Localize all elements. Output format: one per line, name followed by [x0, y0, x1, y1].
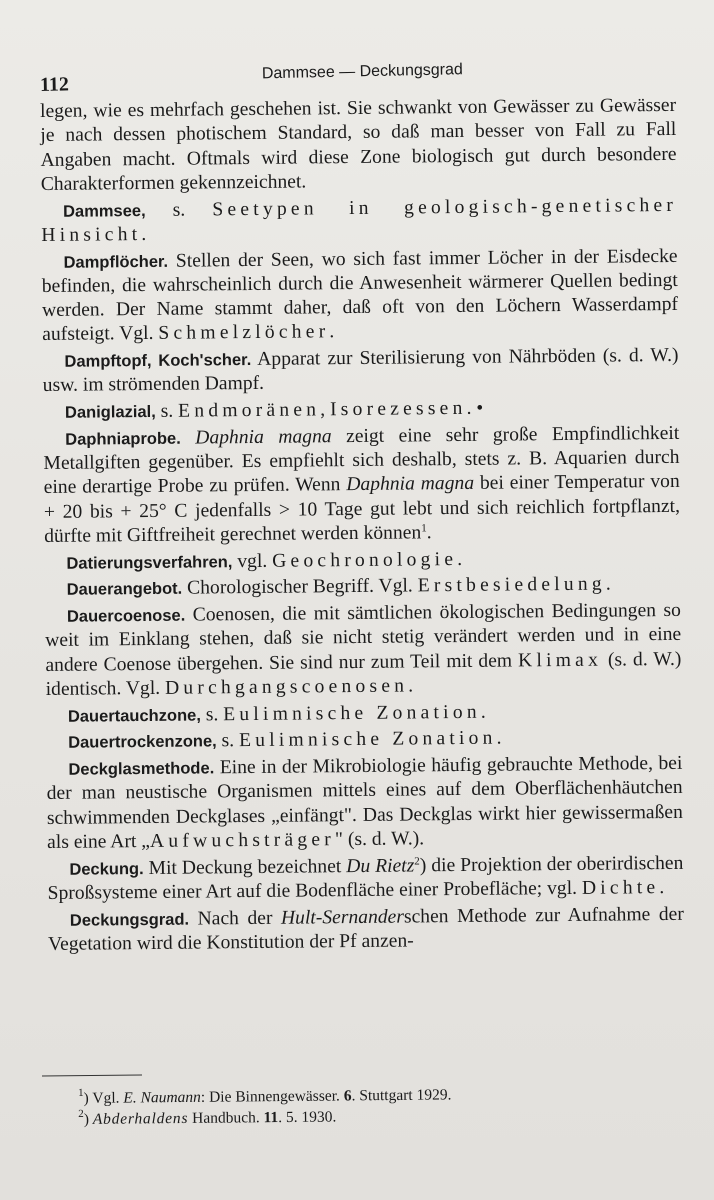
margin-dot: • — [471, 397, 484, 419]
entry-dauerangebot — [45, 572, 681, 602]
volume-number: 11 — [263, 1109, 279, 1127]
entry-daniglazial — [43, 395, 679, 425]
entry-text: schen Methode zur Aufnahme der Vegetation wird die Konstitution der Pf anzen- — [48, 903, 684, 955]
footnote-2 — [78, 1104, 638, 1130]
cross-reference: Isorezessen — [329, 398, 467, 421]
headword: Dammsee, — [62, 201, 146, 221]
entry-dauertauchzone — [46, 699, 682, 729]
entry-text: . — [408, 675, 414, 697]
entry-dampftopf — [42, 344, 678, 399]
entry-deckung — [47, 851, 683, 906]
entry-text: s. — [216, 730, 240, 752]
cross-reference: Eulimnische Zonation — [238, 727, 497, 752]
headword: Deckglasmethode. — [68, 759, 215, 779]
cross-reference: Eulimnische Zonation — [223, 701, 481, 725]
footnote-text: Handbuch. — [188, 1109, 264, 1127]
species-name: Daphnia magna — [195, 426, 332, 449]
entry-text: , — [320, 399, 331, 421]
entry-text: legen, wie es mehrfach geschehen ist. Sie schwankt von Gewässer zu Gewässer je nach dessen photischem Standard, so daß man besser von Fall zu Fall Angaben macht. Oftmals wird diese Zone biologisch gut durch besondere Charakterformen gekennzeichnet. — [40, 94, 677, 195]
entry-text: Eine in der Mikrobiologie häufig gebrauchte Methode, bei der man neustische Organismen mittels eines auf dem Oberflächenhäutchen schwimmenden Deckglases „einfängt". Das Deckglas wirkt hier gewissermaßen als eine Art „ — [46, 752, 683, 853]
footnote-number: 2 — [78, 1107, 84, 1120]
entry-dammsee — [41, 193, 677, 248]
page-number: 112 — [39, 73, 70, 96]
entry-text: s. — [145, 198, 213, 221]
headword: Dauercoenose. — [66, 606, 186, 626]
headword: Dauerangebot. — [66, 580, 183, 600]
entry-text: Chorologischer Begriff. Vgl. — [182, 575, 418, 600]
cross-reference: Dichte — [581, 876, 660, 899]
entry-text: . — [496, 727, 502, 749]
cross-reference: Geochronologie — [272, 548, 458, 572]
entry-text: . — [426, 522, 432, 544]
volume-number: 6 — [343, 1087, 352, 1105]
author-name: Abderhaldens — [92, 1109, 189, 1128]
entry-deckglasmethode — [46, 752, 683, 855]
cross-reference: Aufwuchsträger — [149, 829, 336, 852]
footnote-text: ) Vgl. — [83, 1089, 124, 1107]
entry-text: . — [605, 573, 611, 595]
entry-dampfloecher — [41, 244, 678, 347]
headword: Daphniaprobe. — [65, 429, 181, 449]
entry-text: zeigt eine sehr große Empfindlichkeit Metallgiften gegenüber. Es empfiehlt sich deshalb, stets z. B. Aquarien durch eine derartige Probe zu prüfen. Wenn — [43, 422, 680, 499]
cross-reference: Klimax — [517, 649, 603, 672]
headword: Dampftopf, Koch'scher. — [64, 351, 252, 371]
entry-text: (s. d. W.) identisch. Vgl. — [45, 648, 682, 700]
entry-text — [181, 427, 196, 448]
cross-reference: Seetypen in geologisch-genetischer Hinsicht — [41, 194, 678, 246]
headword: Dauertrockenzone, — [68, 732, 217, 753]
headword: Deckung. — [69, 859, 144, 879]
cross-reference: Schmelzlöcher — [158, 321, 330, 345]
footnote-text: : Die Binnengewässer. — [200, 1087, 344, 1106]
entry-text: vgl. — [232, 550, 273, 572]
entry-text: . — [329, 321, 335, 343]
entry-text: . — [659, 876, 665, 898]
cross-reference: Erstbesiedelung — [417, 573, 606, 597]
entry-text: " (s. d. W.). — [334, 828, 425, 851]
entry-daphniaprobe — [43, 422, 680, 550]
cross-reference: Endmoränen — [178, 399, 321, 422]
entry-text: Nach der — [188, 907, 282, 930]
footnote-number: 1 — [77, 1086, 84, 1099]
dictionary-text — [40, 94, 684, 960]
entry-text: s. — [200, 703, 224, 726]
entry-dauercoenose — [45, 599, 682, 702]
footnote-text: ) — [83, 1110, 93, 1128]
entry-text: Coenosen, die mit sämtlichen ökologischen Bedingungen so weit im Einklang stehen, daß sie nicht stetig verändert werden und in eine andere Coenose übergehen. Sie sind nur zum Teil mit dem — [45, 599, 682, 676]
author-name: E. Naumann — [123, 1088, 201, 1107]
entry-text: . — [141, 223, 147, 245]
running-head: Dammsee — Deckungsgrad — [261, 61, 463, 83]
entry-text: . — [457, 548, 463, 570]
entry-text: s. — [155, 400, 179, 423]
entry-continuation — [40, 94, 677, 197]
entry-datierungsverfahren — [44, 546, 680, 576]
entry-text: bei einer Temperatur von + 20 bis + 25° C jedenfalls > 10 Tage gut lebt und sich reichlich fortpflanzt, dürfte mit Giftfreiheit gerechnet werden können — [43, 471, 681, 547]
footnote-divider — [42, 1075, 142, 1077]
footnotes — [78, 1083, 638, 1130]
entry-dauertrockenzone — [46, 725, 682, 755]
species-name: Daphnia magna — [346, 473, 475, 496]
footnote-text: . Stuttgart 1929. — [351, 1086, 452, 1105]
headword: Datierungsverfahren, — [66, 552, 233, 573]
footnote-text: . 5. 1930. — [278, 1108, 337, 1127]
author-name: Du Rietz — [346, 855, 415, 877]
entry-text: . — [466, 397, 472, 420]
headword: Dampflöcher. — [63, 252, 169, 272]
cross-reference: Durchgangscoenosen — [164, 675, 409, 699]
headword: Dauertauchzone, — [67, 706, 201, 726]
entry-text: Mit Deckung bezeichnet — [143, 855, 347, 879]
entry-deckungsgrad — [48, 902, 684, 957]
footnote-marker: 2 — [414, 854, 420, 868]
entry-text: Stellen der Seen, wo sich fast immer Löcher in der Eisdecke befinden, die wahrscheinlich durch die Anwesenheit wärmerer Quellen bedingt werden. Der Name stammt daher, daß oft von den Löchern Wasserdampf aufsteigt. Vgl. — [41, 245, 679, 346]
author-name: Hult-Sernander — [280, 906, 405, 929]
entry-text: ) die Projektion der oberirdischen Sproßsysteme einer Art auf die Bodenfläche einer Probefläche; vgl. — [47, 852, 684, 904]
headword: Daniglazial, — [64, 403, 156, 422]
entry-text: . — [480, 701, 486, 723]
footnote-marker: 1 — [421, 522, 427, 535]
entry-text: Apparat zur Sterilisierung von Nährböden (s. d. W.) usw. im strömenden Dampf. — [42, 345, 679, 397]
headword: Deckungsgrad. — [69, 910, 190, 930]
page-header — [40, 55, 680, 98]
